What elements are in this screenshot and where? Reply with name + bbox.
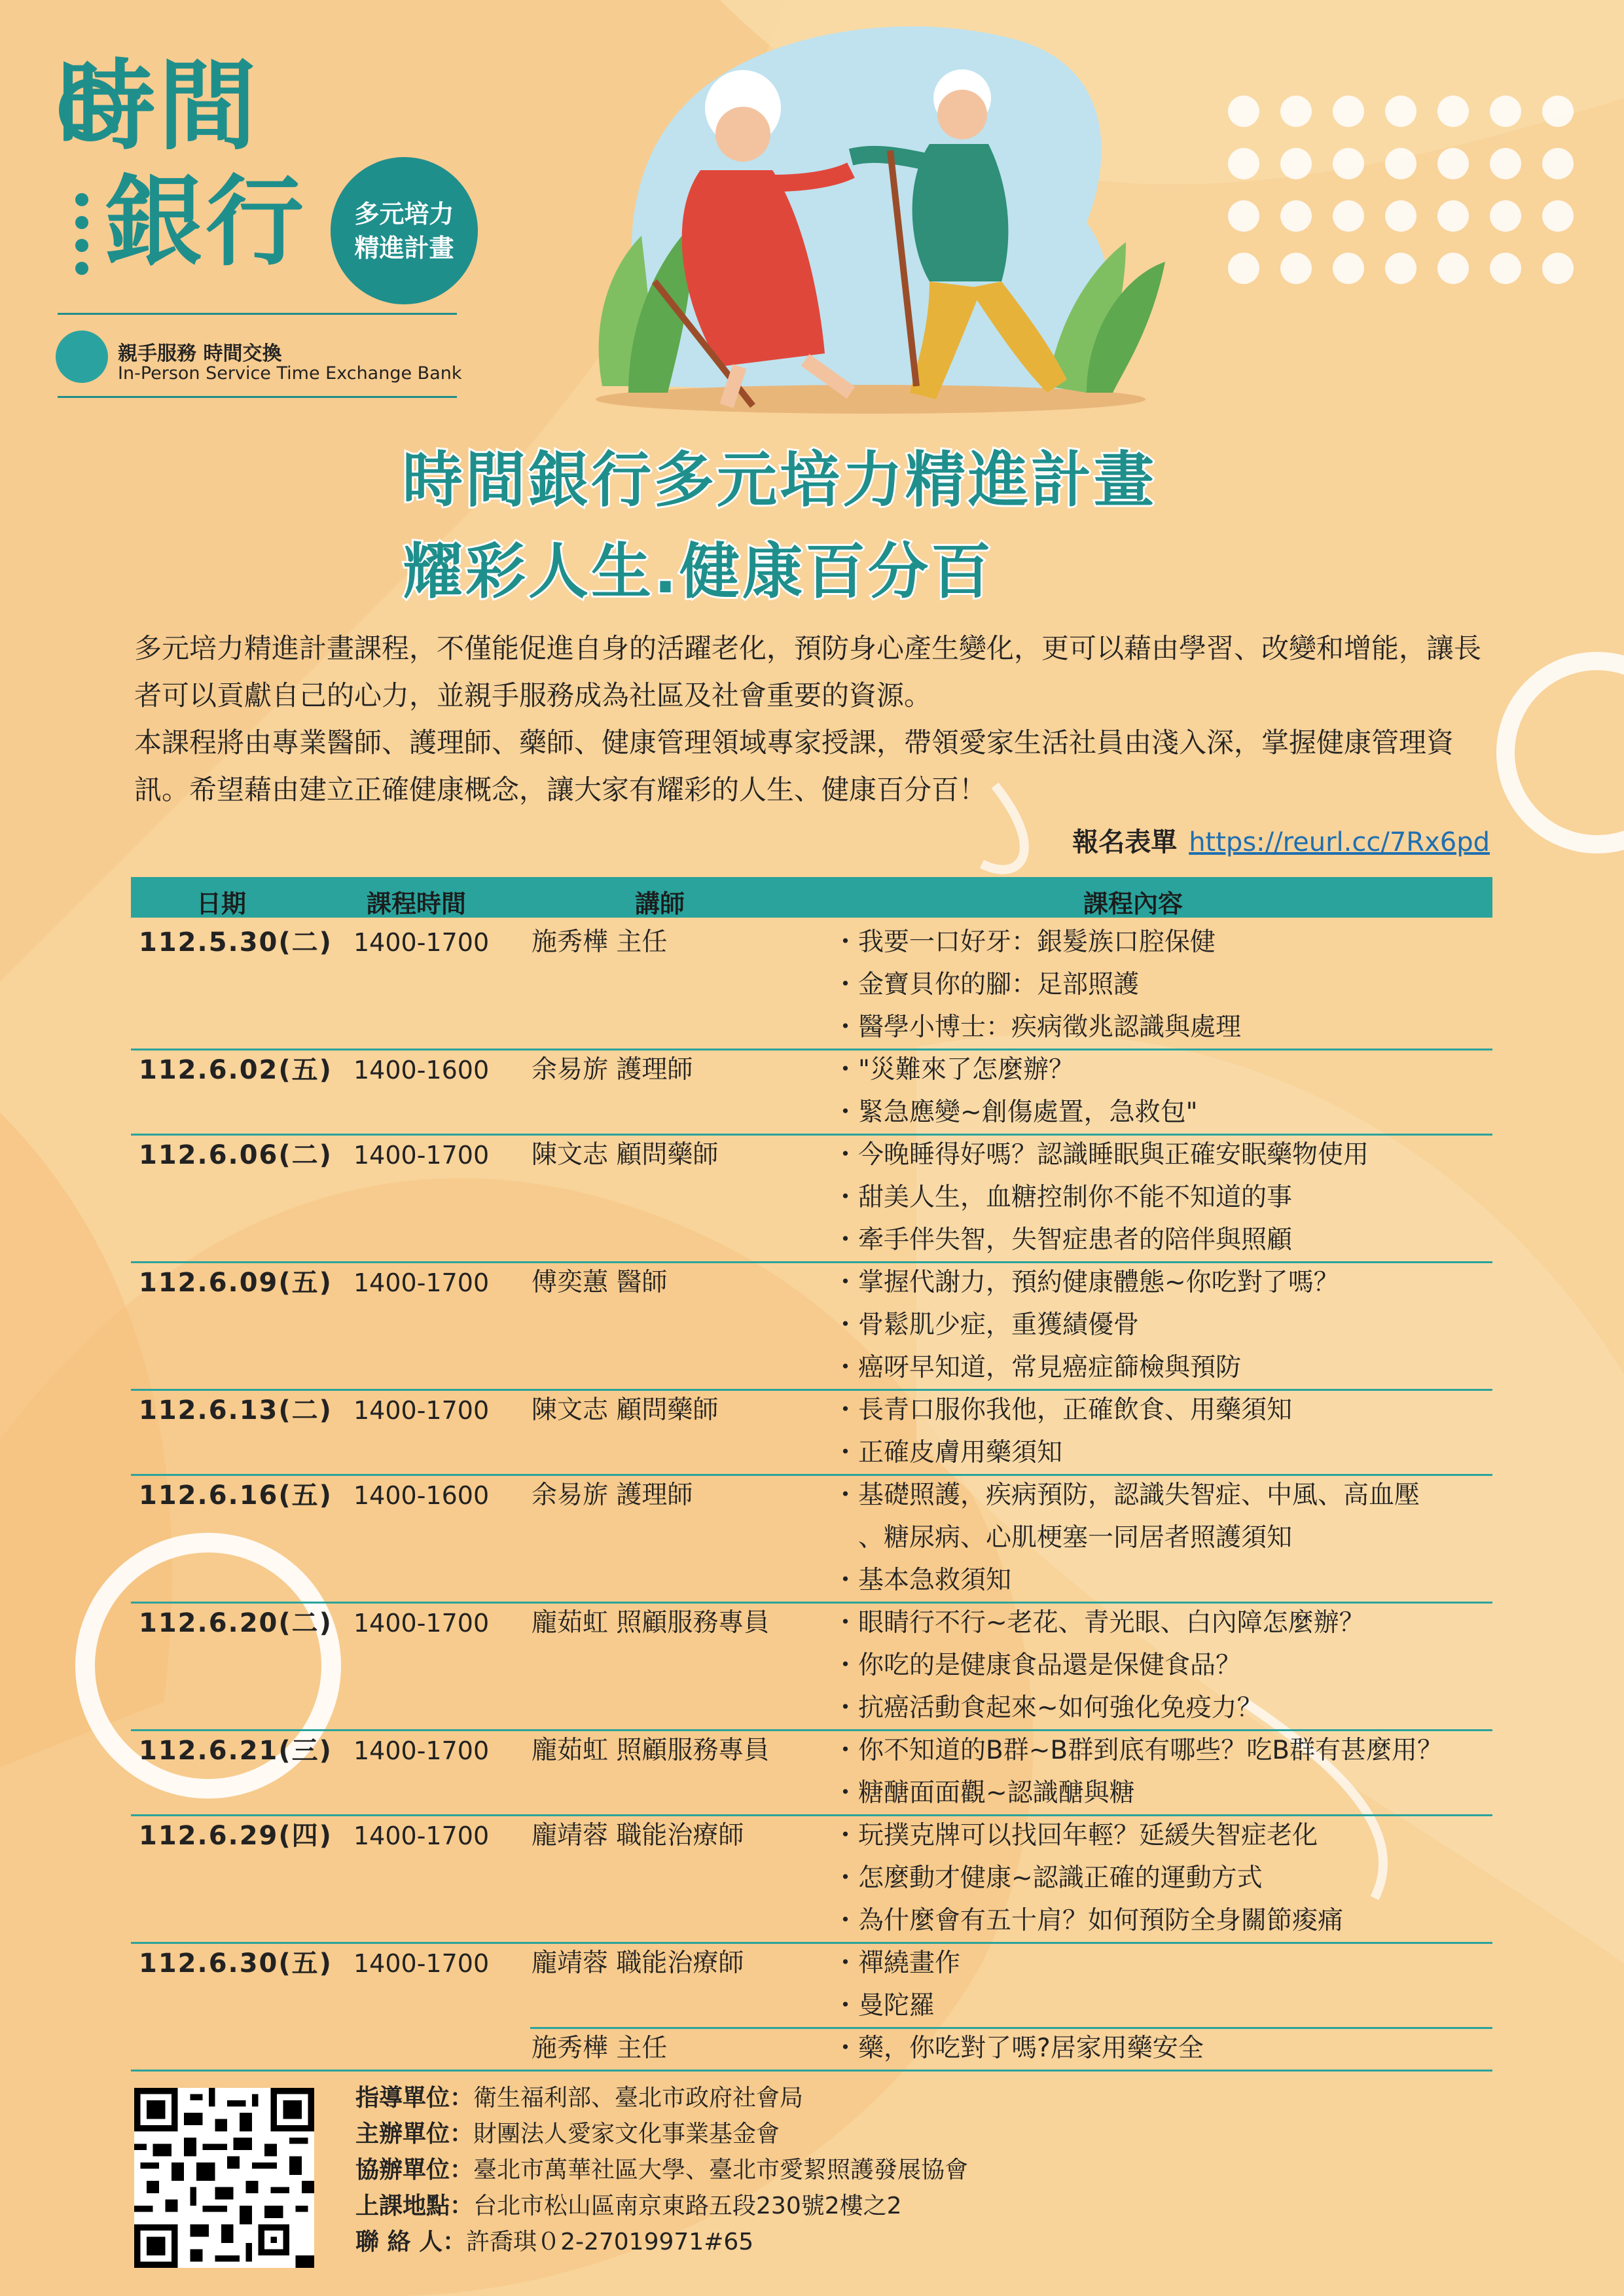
qr-code-icon — [134, 2088, 314, 2268]
footer-contact-value: 許喬琪０2-27019971#65 — [466, 2229, 754, 2255]
intro-text — [134, 625, 1492, 814]
row-content-item: ・禪繞畫作 — [833, 1948, 961, 1978]
row-content-item: ・抗癌活動食起來~如何強化免疫力？ — [833, 1693, 1263, 1723]
row-content-item: ・你不知道的B群~B群到底有哪些？吃B群有甚麼用？ — [833, 1736, 1443, 1765]
row-content — [833, 1263, 1339, 1391]
row-content-item: ・基本急救須知 — [833, 1566, 1012, 1595]
row-content-item: ・正確皮膚用藥須知 — [833, 1438, 1063, 1467]
row-content-item: ・你吃的是健康食品還是保健食品？ — [833, 1651, 1242, 1680]
row-date: 112.6.21(三) — [139, 1736, 333, 1766]
row-date: 112.6.30(五) — [139, 1948, 333, 1979]
row-time: 1400-1700 — [353, 1609, 490, 1638]
footer-info — [355, 2080, 968, 2260]
row-content — [833, 1391, 1292, 1476]
row-date: 112.6.29(四) — [139, 1821, 333, 1851]
row-teacher: 龐茹虹 照顧服務專員 — [532, 1736, 770, 1765]
page-title-line2: 耀彩人生.健康百分百 — [403, 537, 994, 607]
row-content-item: ・"災難來了怎麼辦？ — [833, 1055, 1074, 1085]
organization-logo-icon — [56, 331, 108, 383]
row-content-item: 、糖尿病、心肌梗塞一同居者照護須知 — [833, 1523, 1293, 1552]
row-content-item: ・骨鬆肌少症，重獲績優骨 — [833, 1310, 1140, 1340]
row-content-item: ・我要一口好牙：銀髮族口腔保健 — [833, 927, 1216, 957]
footer-co-value: 臺北市萬華社區大學、臺北市愛絜照護發展協會 — [473, 2157, 969, 2183]
footer-venue-label: 上課地點： — [355, 2193, 474, 2219]
row-content-item: ・曼陀羅 — [833, 1991, 935, 2020]
row-content-item: ・基礎照護，疾病預防，認識失智症、中風、高血壓 — [833, 1480, 1420, 1510]
row-time: 1400-1700 — [353, 1949, 490, 1978]
row-content-item: ・糖醣面面觀~認識醣與糖 — [833, 1778, 1135, 1808]
registration-label: 報名表單 — [1072, 827, 1178, 857]
row-date: 112.6.09(五) — [139, 1268, 333, 1298]
row-content-item: ・甜美人生，血糖控制你不能不知道的事 — [833, 1183, 1293, 1212]
logo-subtitle-en: In-Person Service Time Exchange Bank — [118, 363, 462, 384]
intro-paragraph-1: 多元培力精進計畫課程，不僅能促進自身的活躍老化，預防身心產生變化，更可以藉由學習、改變和增能，讓長者可以貢獻自己的心力，並親手服務成為社區及社會重要的資源。 — [134, 632, 1482, 711]
footer-co-label: 協辦單位： — [355, 2157, 474, 2183]
row-content-item: ・為什麼會有五十肩？如何預防全身關節痠痛 — [833, 1906, 1344, 1935]
logo-divider-top — [58, 313, 457, 315]
logo-badge — [331, 157, 478, 304]
row-content-item: ・掌握代謝力，預約健康體態~你吃對了嗎？ — [833, 1268, 1339, 1297]
logo-subtitle-cn: 親手服務 時間交換 — [118, 342, 282, 365]
registration-link[interactable]: https://reurl.cc/7Rx6pd — [1189, 827, 1490, 857]
row-time: 1400-1600 — [353, 1056, 490, 1085]
row-content-item: ・玩撲克牌可以找回年輕？延緩失智症老化 — [833, 1821, 1318, 1850]
row-content-item: ・金寶貝你的腳：足部照護 — [833, 970, 1140, 999]
row-date: 112.5.30(二) — [139, 927, 333, 958]
header-teacher: 講師 — [635, 889, 685, 918]
row-date: 112.6.06(二) — [139, 1140, 333, 1170]
row-teacher: 龐茹虹 照顧服務專員 — [532, 1608, 770, 1638]
footer-guide-label: 指導單位： — [355, 2085, 474, 2111]
row-content-item: ・緊急應變~創傷處置，急救包" — [833, 1098, 1198, 1127]
page-title-line1: 時間銀行多元培力精進計畫 — [403, 445, 1157, 515]
footer-contact-label: 聯 絡 人： — [355, 2229, 467, 2255]
row-separator — [131, 1049, 1492, 1050]
row-teacher: 余易旂 護理師 — [532, 1480, 693, 1510]
row-time: 1400-1700 — [353, 1821, 490, 1850]
logo-title-line2: 銀行 — [105, 166, 307, 279]
footer-venue-value: 台北市松山區南京東路五段230號2樓之2 — [473, 2193, 902, 2219]
header-content: 課程內容 — [1083, 889, 1183, 918]
row-content-item: ・牽手伴失智，失智症患者的陪伴與照顧 — [833, 1225, 1293, 1255]
row-date: 112.6.13(二) — [139, 1395, 333, 1426]
badge-line1: 多元培力 — [354, 199, 454, 228]
footer-host-label: 主辦單位： — [355, 2121, 474, 2147]
row-separator — [131, 1942, 1492, 1944]
row-content-item: ・長青口服你我他，正確飲食、用藥須知 — [833, 1395, 1293, 1425]
row-time: 1400-1700 — [353, 1268, 490, 1297]
row-content-item: ・醫學小博士：疾病徵兆認識與處理 — [833, 1013, 1242, 1042]
row-separator — [131, 2070, 1492, 2072]
row-time: 1400-1700 — [353, 1141, 490, 1170]
row-content — [833, 923, 1241, 1050]
row-date: 112.6.20(二) — [139, 1608, 333, 1638]
row-date: 112.6.02(五) — [139, 1055, 333, 1085]
header-date: 日期 — [196, 889, 247, 918]
registration — [1072, 821, 1490, 859]
footer-host — [355, 2116, 968, 2152]
row-time: 1400-1700 — [353, 1396, 490, 1425]
row-content — [833, 2029, 1204, 2072]
footer-guide — [355, 2080, 968, 2116]
row-teacher: 龐靖蓉 職能治療師 — [532, 1821, 744, 1850]
row-time: 1400-1700 — [353, 928, 490, 957]
intro-paragraph-2: 本課程將由專業醫師、護理師、藥師、健康管理領域專家授課，帶領愛家生活社員由淺入深，掌握健康管理資訊。希望藉由建立正確健康概念，讓大家有耀彩的人生、健康百分百！ — [134, 726, 1454, 806]
logo-title-line1: 時間 — [58, 50, 260, 164]
row-content — [833, 1136, 1369, 1263]
row-teacher: 龐靖蓉 職能治療師 — [532, 1948, 744, 1978]
badge-line2: 精進計畫 — [354, 233, 454, 262]
footer-contact — [355, 2224, 968, 2260]
footer-co — [355, 2152, 968, 2188]
row-content-item: ・癌呀早知道，常見癌症篩檢與預防 — [833, 1353, 1242, 1382]
row-content — [833, 1050, 1198, 1136]
row-content — [833, 1944, 960, 2029]
row-content-item: ・眼睛行不行~老花、青光眼、白內障怎麼辦？ — [833, 1608, 1365, 1638]
row-teacher: 余易旂 護理師 — [532, 1055, 693, 1085]
header-time: 課程時間 — [367, 889, 467, 918]
row-content — [833, 1731, 1443, 1816]
row-content — [833, 1816, 1343, 1944]
row-content-item: ・怎麼動才健康~認識正確的運動方式 — [833, 1863, 1263, 1893]
row-time: 1400-1700 — [353, 1736, 490, 1765]
row-content — [833, 1476, 1420, 1604]
row-teacher: 施秀樺 主任 — [532, 927, 668, 957]
row-content-item: ・今晚睡得好嗎？認識睡眠與正確安眠藥物使用 — [833, 1140, 1369, 1170]
row-teacher: 陳文志 顧問藥師 — [532, 1140, 719, 1170]
schedule-table-header — [131, 877, 1492, 918]
row-teacher: 傅奕蕙 醫師 — [532, 1268, 668, 1297]
footer-host-value: 財團法人愛家文化事業基金會 — [473, 2121, 780, 2147]
footer-guide-value: 衛生福利部、臺北市政府社會局 — [473, 2085, 804, 2111]
row-teacher: 陳文志 顧問藥師 — [532, 1395, 719, 1425]
row-time: 1400-1600 — [353, 1481, 490, 1510]
row-teacher: 施秀樺 主任 — [532, 2034, 668, 2063]
logo-divider-bottom — [58, 396, 457, 398]
footer-venue — [355, 2188, 968, 2224]
row-date: 112.6.16(五) — [139, 1480, 333, 1511]
dotted-line-icon — [62, 190, 101, 288]
row-content-item: ・藥，你吃對了嗎?居家用藥安全 — [833, 2034, 1204, 2063]
row-content — [833, 1604, 1365, 1731]
